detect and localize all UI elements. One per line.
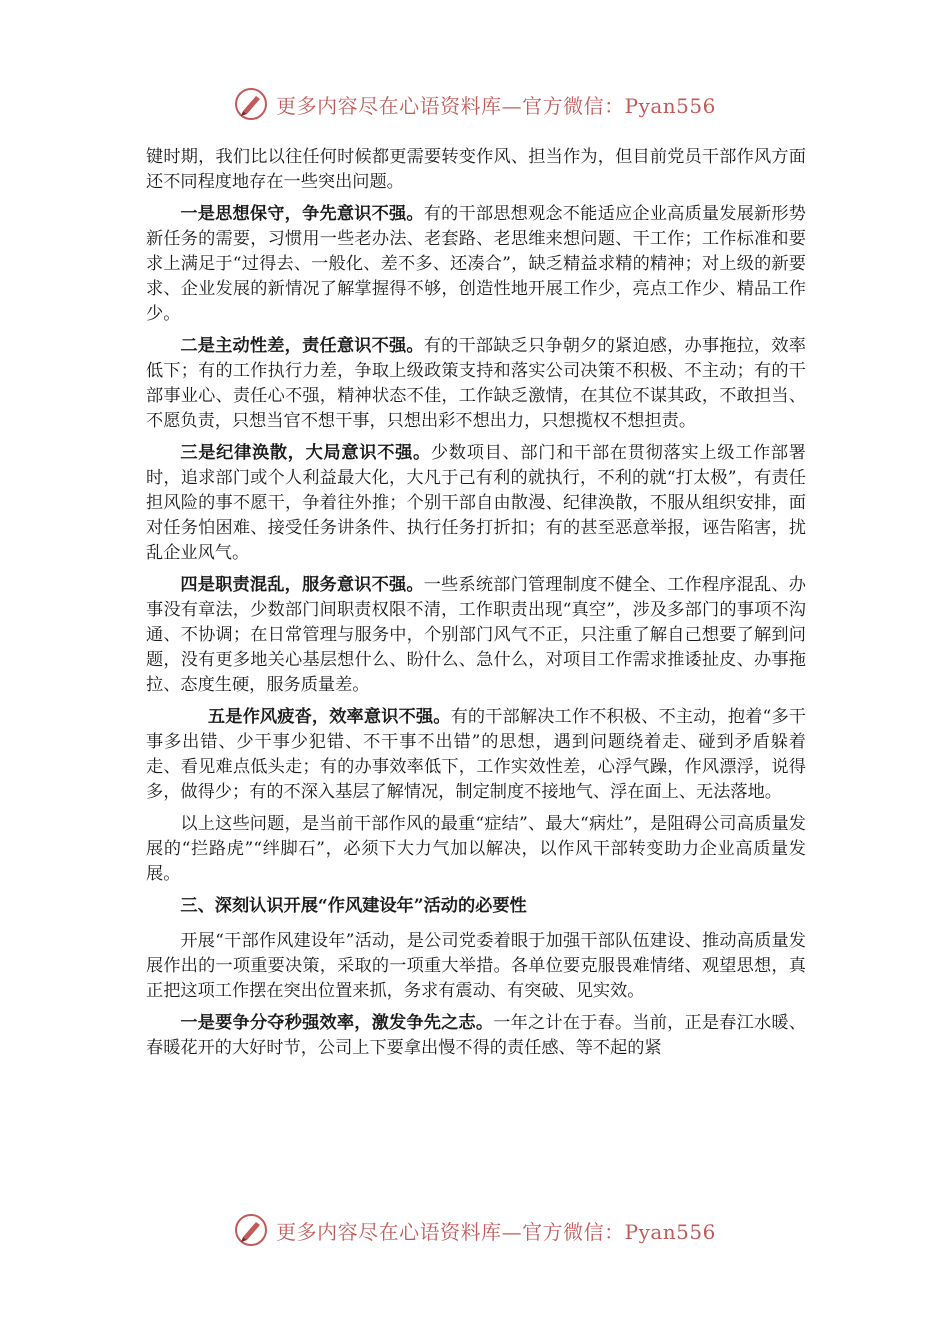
paragraph-text: 以上这些问题，是当前干部作风的最重“症结”、最大“病灶”，是阻碍公司高质量发展的“拦路虎”“绊脚石”，必须下大力气加以解决，以作风干部转变助力企业高质量发展。 [146,814,806,884]
paragraph [146,929,806,1004]
document-body [146,145,806,1068]
banner-text: 更多内容尽在心语资料库—官方微信：Pyan556 [276,1219,716,1244]
paragraph [146,202,806,327]
paragraph [146,334,806,434]
paragraph-text: 一年之计在于春。当前，正是春江水暖、春暖花开的大好时节，公司上下要拿出慢不得的责任感、等不起的紧 [146,1013,806,1058]
paragraph-lead: 二是主动性差，责任意识不强。 [180,336,424,356]
paragraph-lead: 四是职责混乱，服务意识不强。 [180,575,424,595]
paragraph-lead: 一是要争分夺秒强效率，激发争先之志。 [180,1013,494,1033]
footer-banner [0,1210,950,1250]
paragraph-text: 有的干部思想观念不能适应企业高质量发展新形势新任务的需要，习惯用一些老办法、老套路、老思维来想问题、干工作；工作标准和要求上满足于“过得去、一般化、差不多、还凑合”，缺乏精益求精的精神；对上级的新要求、企业发展的新情况了解掌握得不够，创造性地开展工作少，亮点工作少、精品工作少。 [146,204,806,324]
paragraph [146,705,806,805]
paragraph-text: 有的干部解决工作不积极、不主动，抱着“多干事多出错、少干事少犯错、不干事不出错”的思想，遇到问题绕着走、碰到矛盾躲着走、看见难点低头走；有的办事效率低下，工作实效性差，心浮气躁，作风漂浮，说得多，做得少；有的不深入基层了解情况，制定制度不接地气、浮在面上、无法落地。 [146,707,806,802]
paragraph-lead: 五是作风疲沓，效率意识不强。 [207,707,451,727]
paragraph [146,145,806,195]
paragraph-text: 有的干部缺乏只争朝夕的紧迫感，办事拖拉，效率低下；有的工作执行力差，争取上级政策支持和落实公司决策不积极、不主动；有的干部事业心、责任心不强，精神状态不佳，工作缺乏激情，在其位不谋其政，不敢担当、不愿负责，只想当官不想干事，只想出彩不想出力，只想揽权不想担责。 [146,336,806,431]
paragraph [146,441,806,566]
pen-logo-icon [234,87,268,121]
paragraph-lead: 三是纪律涣散，大局意识不强。 [180,443,431,463]
paragraph [146,573,806,698]
paragraph [146,812,806,887]
header-banner [0,84,950,124]
paragraph-text: 键时期，我们比以往任何时候都更需要转变作风、担当作为，但目前党员干部作风方面还不同程度地存在一些突出问题。 [146,147,806,192]
paragraph-lead: 一是思想保守，争先意识不强。 [180,204,424,224]
section-heading-text: 三、深刻认识开展“作风建设年”活动的必要性 [180,896,527,916]
paragraph-text: 一些系统部门管理制度不健全、工作程序混乱、办事没有章法，少数部门间职责权限不清，工作职责出现“真空”，涉及多部门的事项不沟通、不协调；在日常管理与服务中，个别部门风气不正，只注重了解自己想要了解到问题，没有更多地关心基层想什么、盼什么、急什么，对项目工作需求推诿扯皮、办事拖拉、态度生硬，服务质量差。 [146,575,806,695]
pen-logo-icon [234,1213,268,1247]
paragraph-text: 开展“干部作风建设年”活动，是公司党委着眼于加强干部队伍建设、推动高质量发展作出的一项重要决策，采取的一项重大举措。各单位要克服畏难情绪、观望思想，真正把这项工作摆在突出位置来抓，务求有震动、有突破、见实效。 [146,931,806,1001]
paragraph [146,1011,806,1061]
section-heading [146,894,806,919]
banner-text: 更多内容尽在心语资料库—官方微信：Pyan556 [276,93,716,118]
paragraph-text: 少数项目、部门和干部在贯彻落实上级工作部署时，追求部门或个人利益最大化，大凡于己有利的就执行，不利的就“打太极”，有责任担风险的事不愿干，争着往外推；个别干部自由散漫、纪律涣散，不服从组织安排，面对任务怕困难、接受任务讲条件、执行任务打折扣；有的甚至恶意举报，诬告陷害，扰乱企业风气。 [146,443,806,563]
